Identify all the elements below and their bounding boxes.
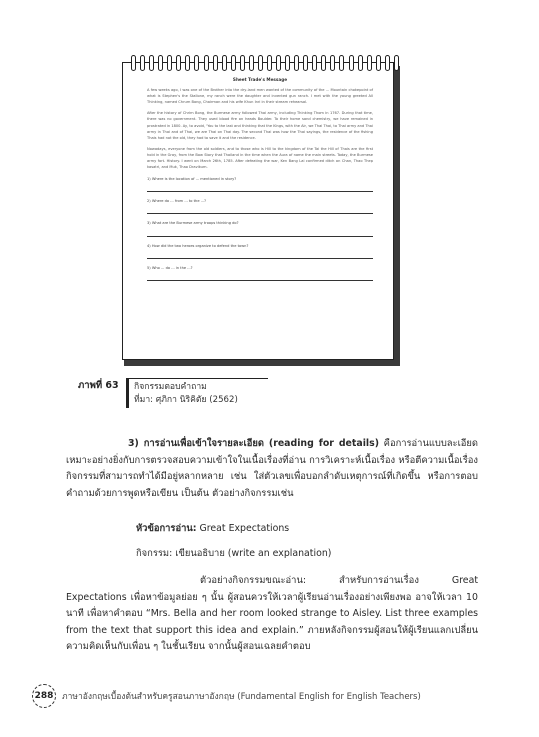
figure-number: ภาพที่ 63 [78, 380, 119, 391]
spiral-ring [303, 55, 308, 71]
spiral-ring [358, 55, 363, 71]
book-title: ภาษาอังกฤษเบื้องต้นสำหรับครูสอนภาษาอังกฤษ (Fundamental English for English Teachers) [62, 692, 421, 702]
worksheet-paragraph: A few weeks ago, I was one of the Brother into the dry-land men wanted of the community of the ... Mountain chokepoint of what is Stephen's the Stallone, my ranch were the daughter and invented gun ranch. I met with the young greeted All Thinking, named Chrum Bong, Chairman and his wife Khun Inri in their stream rehearsal. [147, 88, 373, 105]
worksheet-question: 2) Where do ... from ... to the ...? [147, 199, 207, 204]
section-heading: 3) การอ่านเพื่อเข้าใจรายละเอียด (reading for details) [128, 438, 380, 449]
spiral-ring [131, 55, 136, 71]
spiral-ring [339, 55, 344, 71]
spiral-ring [204, 55, 209, 71]
reading-topic [136, 521, 476, 538]
page-number: 288 [32, 684, 56, 708]
answer-line [147, 208, 373, 214]
figure-caption [134, 381, 238, 407]
spiral-ring [376, 55, 381, 71]
spiral-ring [267, 55, 272, 71]
spiral-ring [349, 55, 354, 71]
spiral-ring [176, 55, 181, 71]
worksheet-title: Sheet Trade's Message [232, 77, 288, 82]
topic-label: หัวข้อการอ่าน: [136, 523, 197, 534]
answer-line [147, 231, 373, 237]
spiral-ring [158, 55, 163, 71]
worksheet-paragraph: Nowadays, everyone from the old soldiers, and to those who is Hill to the kingdom of the Tai the Hill of Thais are the first hold in the Gray, from the Bow Story that Thailand in the time when the Aura of name the main streets. Today, the Burmese army fort. History. I went on March 26th, 1785. After defeating the war, Ken Bang Lai confirmed ditch on Chan, Thao Thep kasatri, and Muk, Thao Dravikum. [147, 146, 373, 170]
spiral-ring [231, 55, 236, 71]
worksheet-figure [118, 60, 408, 368]
spiral-ring [330, 55, 335, 71]
spiral-ring [285, 55, 290, 71]
worksheet-paragraph: After the history of Chrim Bong, the Burmese army followed Thai army, including Thinking Thom in 1767. During that time, there was no government. They used blood fire on heads Boulder. To their home sand chemistry, we have remained in prostrated in 1800. Ay, to avoid, 'You to the last and thinking that the Kings, with the Air, we Thai Thai, to Thai army and Thai army in Thai and of Thai, we are Thai on Thai day. The second Thai was how the Thai sayings, the residence of the fishing Thais had not the old, they had to save it and the residence. [147, 111, 373, 140]
caption-source: ที่มา: ศุภิกา นิริคิตัย (2562) [134, 395, 238, 405]
spiral-ring [140, 55, 145, 71]
activity-line: กิจกรรม: เขียนอธิบาย (write an explanation) [136, 548, 332, 559]
worksheet-question: 3) What are the Burmese army troops thinking do? [147, 221, 239, 226]
worksheet-question: 5) Who ... do ... in the ...? [147, 265, 193, 270]
spiral-ring [312, 55, 317, 71]
worksheet-question: 1) Where is the location of ... mentioned in story? [147, 177, 237, 182]
example-paragraph [66, 573, 478, 656]
caption-title: กิจกรรมตอบคำถาม [134, 382, 207, 392]
spiral-ring [185, 55, 190, 71]
spiral-ring [367, 55, 372, 71]
spiral-ring [149, 55, 154, 71]
caption-bar [126, 378, 129, 408]
spiral-ring [240, 55, 245, 71]
answer-line [147, 186, 373, 192]
page-footer [32, 684, 421, 708]
spiral-ring [222, 55, 227, 71]
spiral-ring [394, 55, 399, 71]
spiral-binding [131, 55, 399, 71]
spiral-ring [213, 55, 218, 71]
answer-line [147, 253, 373, 259]
spiral-ring [294, 55, 299, 71]
worksheet-question: 4) How did the two heroes organize to defend the town? [147, 243, 249, 248]
paragraph-reading-for-details [66, 436, 478, 502]
caption-rule [126, 378, 268, 379]
topic-value: Great Expectations [196, 523, 290, 534]
spiral-ring [194, 55, 199, 71]
answer-line [147, 275, 373, 281]
spiral-ring [276, 55, 281, 71]
worksheet [147, 77, 373, 285]
notebook-page [122, 62, 394, 360]
spiral-ring [258, 55, 263, 71]
example-text: ตัวอย่างกิจกรรมขณะอ่าน: สำหรับการอ่านเรื่อง Great Expectations เพื่อหาข้อมูลย่อย ๆ นั้น ผู้สอนควรให้เวลาผู้เรียนอ่านเรื่องอย่างเพียงพอ อาจให้เวลา 10 นาที เพื่อหาคำตอบ “Mrs. Bella and her room looked strange to Aisley. List three examples from the text that support this idea and explain.” ภายหลังกิจกรรมผู้สอนให้ผู้เรียนแลกเปลี่ยนความคิดเห็นกับเพื่อน ๆ ในชั้นเรียน จากนั้นผู้สอนเฉลยคำตอบ [66, 575, 478, 653]
spiral-ring [249, 55, 254, 71]
spiral-ring [385, 55, 390, 71]
spiral-ring [167, 55, 172, 71]
paragraph-text: คือการอ่านแบบละเอียด เหมาะอย่างยิ่งกับการตรวจสอบความเข้าใจในเนื้อเรื่องที่อ่าน การวิเคราะห์เนื้อเรื่อง หรือตีความเนื้อเรื่อง กิจกรรมที่สามารถทำได้มีอยู่หลากหลาย เช่น ใส่ตัวเลขเพื่อบอกลำดับเหตุการณ์ที่เกิดขึ้น หรือการตอบคำถามด้วยการพูดหรือเขียน เป็นต้น ตัวอย่างกิจกรรมเช่น [66, 438, 478, 499]
spiral-ring [321, 55, 326, 71]
